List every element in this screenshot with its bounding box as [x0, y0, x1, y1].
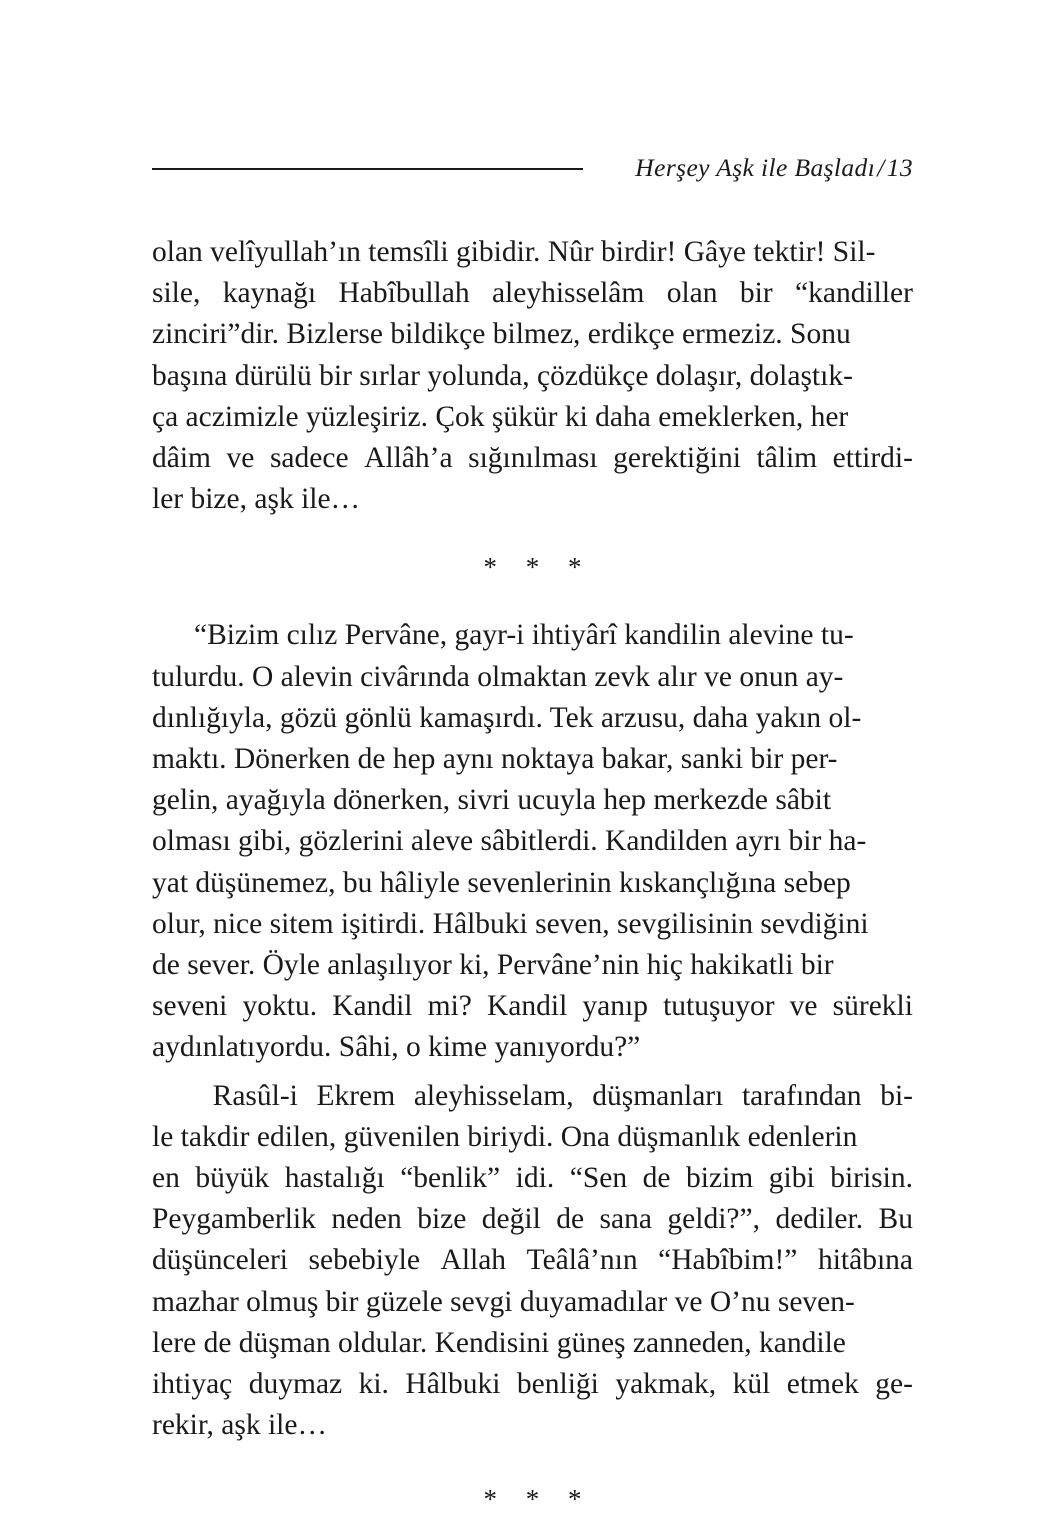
text-run: dediler. — [775, 1203, 864, 1236]
text-line — [152, 945, 913, 986]
text-run: gelin, ayağıyla dönerken, sivri ucuyla hep merkezde sâbit — [152, 784, 832, 817]
text-line — [152, 863, 913, 904]
text-run: başına dürülü bir sırlar yolunda, çözdükçe dolaşır, dolaştık- — [152, 359, 853, 392]
header-title — [583, 155, 913, 181]
text-line — [152, 1364, 913, 1405]
text-run: olur, nice sitem işitirdi. Hâlbuki seven, sevgilisinin sevdiğini — [152, 907, 869, 940]
text-run: geldi?”, — [667, 1203, 760, 1236]
text-run: benliği — [516, 1368, 599, 1401]
text-run: sadece — [269, 442, 349, 475]
section-separator-2: * * * — [483, 1484, 593, 1515]
text-run: tulurdu. O alevin civârında olmaktan zevk alır ve onun ay- — [152, 660, 844, 693]
text-run: Allâh’a — [364, 442, 453, 475]
text-run: seveni — [152, 990, 228, 1023]
paragraph-1 — [152, 232, 913, 520]
text-run: rekir, aşk ile… — [152, 1409, 327, 1442]
text-run: Hâlbuki — [405, 1368, 501, 1401]
text-run: Bu — [878, 1203, 913, 1236]
text-line — [152, 615, 913, 656]
text-line — [152, 698, 913, 739]
text-run: zinciri”dir. Bizlerse bildikçe bilmez, erdikçe ermeziz. Sonu — [152, 318, 851, 351]
text-run: büyük — [195, 1162, 270, 1195]
text-run: de — [642, 1162, 671, 1195]
text-line — [152, 1076, 913, 1117]
text-run: tarafından — [741, 1079, 862, 1112]
header-book-title: Herşey Aşk ile Başladı — [635, 153, 876, 183]
text-run: yat düşünemez, bu hâliyle sevenlerinin kıskançlığına sebep — [152, 866, 851, 899]
text-run: hastalığı — [284, 1162, 385, 1195]
text-run: de sever. Öyle anlaşılıyor ki, Pervâne’nin hiç hakikatli bir — [152, 949, 834, 982]
text-run: ler bize, aşk ile… — [152, 483, 361, 516]
text-run: bi- — [880, 1079, 913, 1112]
text-run: idi. — [515, 1162, 555, 1195]
text-run: ça aczimizle yüzleşiriz. Çok şükür ki daha emeklerken, her — [152, 400, 849, 433]
text-line — [152, 1240, 913, 1281]
text-run: Habîbullah — [338, 277, 470, 310]
text-run: gibi — [768, 1162, 815, 1195]
text-run: birisin. — [830, 1162, 913, 1195]
text-run: gerektiğini — [613, 442, 741, 475]
text-line — [152, 1117, 913, 1158]
text-line — [152, 1323, 913, 1364]
text-run: mi? — [427, 990, 472, 1023]
text-run: lere de düşman oldular. Kendisini güneş zanneden, kandile — [152, 1326, 846, 1359]
text-line — [152, 397, 913, 438]
text-run: bizim — [686, 1162, 754, 1195]
header-separator: / — [877, 153, 885, 183]
text-run: aleyhisselâm — [491, 277, 645, 310]
text-run: tutuşuyor — [663, 990, 775, 1023]
text-line — [152, 739, 913, 780]
text-run: olan — [666, 277, 718, 310]
text-line — [152, 1405, 913, 1446]
text-line — [152, 780, 913, 821]
text-run: dınlığıyla, gözü gönlü kamaşırdı. Tek arzusu, daha yakın ol- — [152, 701, 862, 734]
text-line — [152, 657, 913, 698]
text-run: hitâbına — [817, 1244, 913, 1277]
text-line — [152, 1158, 913, 1199]
text-run: ve — [789, 990, 818, 1023]
text-line — [152, 1199, 913, 1240]
text-line — [152, 273, 913, 314]
text-run: “benlik” — [400, 1162, 501, 1195]
text-run: kül — [732, 1368, 771, 1401]
text-run: yoktu. — [242, 990, 318, 1023]
text-run: sığınılması — [468, 442, 598, 475]
text-run: kaynağı — [222, 277, 317, 310]
text-line — [152, 232, 913, 273]
running-header — [152, 148, 913, 188]
text-line — [152, 904, 913, 945]
paragraph-3 — [152, 1076, 913, 1447]
text-run: sürekli — [832, 990, 913, 1023]
body-text-block — [152, 232, 913, 1513]
text-run: dâim — [152, 442, 211, 475]
text-run: düşünceleri — [152, 1244, 288, 1277]
text-run: olması gibi, gözlerini aleve sâbitlerdi. Kandilden ayrı bir ha- — [152, 825, 867, 858]
section-separator-1: * * * — [483, 552, 593, 583]
text-run: aydınlatıyordu. Sâhi, o kime yanıyordu?” — [152, 1031, 641, 1064]
header-rule — [152, 168, 583, 170]
text-run: etmek — [786, 1368, 859, 1401]
text-line — [152, 438, 913, 479]
text-run: de — [556, 1203, 585, 1236]
text-line — [152, 479, 913, 520]
text-run: Rasûl-i — [212, 1079, 298, 1112]
text-run: değil — [481, 1203, 541, 1236]
text-run: maktı. Dönerken de hep aynı noktaya bakar, sanki bir per- — [152, 743, 838, 776]
text-run: “Bizim cılız Pervâne, gayr-i ihtiyârî kandilin alevine tu- — [194, 619, 854, 652]
text-run: ki. — [358, 1368, 389, 1401]
text-run: düşmanları — [592, 1079, 724, 1112]
text-line — [152, 986, 913, 1027]
text-run: sile, — [152, 277, 201, 310]
text-run: Teâlâ’nın — [526, 1244, 638, 1277]
text-run: Peygamberlik — [152, 1203, 316, 1236]
text-line — [152, 314, 913, 355]
text-run: “Sen — [569, 1162, 628, 1195]
text-line — [152, 1027, 913, 1068]
text-run: en — [152, 1162, 180, 1195]
paragraph-2 — [152, 615, 913, 1068]
text-run: ge- — [875, 1368, 913, 1401]
text-run: “Habîbim!” — [658, 1244, 798, 1277]
text-line — [152, 1282, 913, 1323]
text-run: ettirdi- — [832, 442, 913, 475]
text-run: neden — [331, 1203, 402, 1236]
text-run: yanıp — [582, 990, 648, 1023]
text-run: Ekrem — [316, 1079, 396, 1112]
text-run: mazhar olmuş bir güzele sevgi duyamadılar ve O’nu seven- — [152, 1285, 855, 1318]
text-run: sana — [599, 1203, 652, 1236]
text-run: sebebiyle — [308, 1244, 420, 1277]
text-line — [152, 821, 913, 862]
text-run: bir — [739, 277, 773, 310]
text-run: le takdir edilen, güvenilen biriydi. Ona düşmanlık edenlerin — [152, 1120, 858, 1153]
text-run: Allah — [440, 1244, 507, 1277]
text-run: yakmak, — [615, 1368, 717, 1401]
text-run: ihtiyaç — [152, 1368, 233, 1401]
header-page-number: 13 — [886, 153, 913, 183]
text-run: aleyhisselam, — [413, 1079, 574, 1112]
text-run: tâlim — [756, 442, 818, 475]
text-run: Kandil — [487, 990, 568, 1023]
text-line — [152, 356, 913, 397]
text-run: ve — [226, 442, 255, 475]
text-run: olan velîyullah’ın temsîli gibidir. Nûr birdir! Gâye tektir! Sil- — [152, 236, 876, 268]
text-run: bize — [417, 1203, 467, 1236]
text-run: “kandiller — [795, 277, 913, 310]
text-run: duymaz — [248, 1368, 343, 1401]
text-run: Kandil — [332, 990, 413, 1023]
paragraph-indent — [152, 1076, 194, 1117]
